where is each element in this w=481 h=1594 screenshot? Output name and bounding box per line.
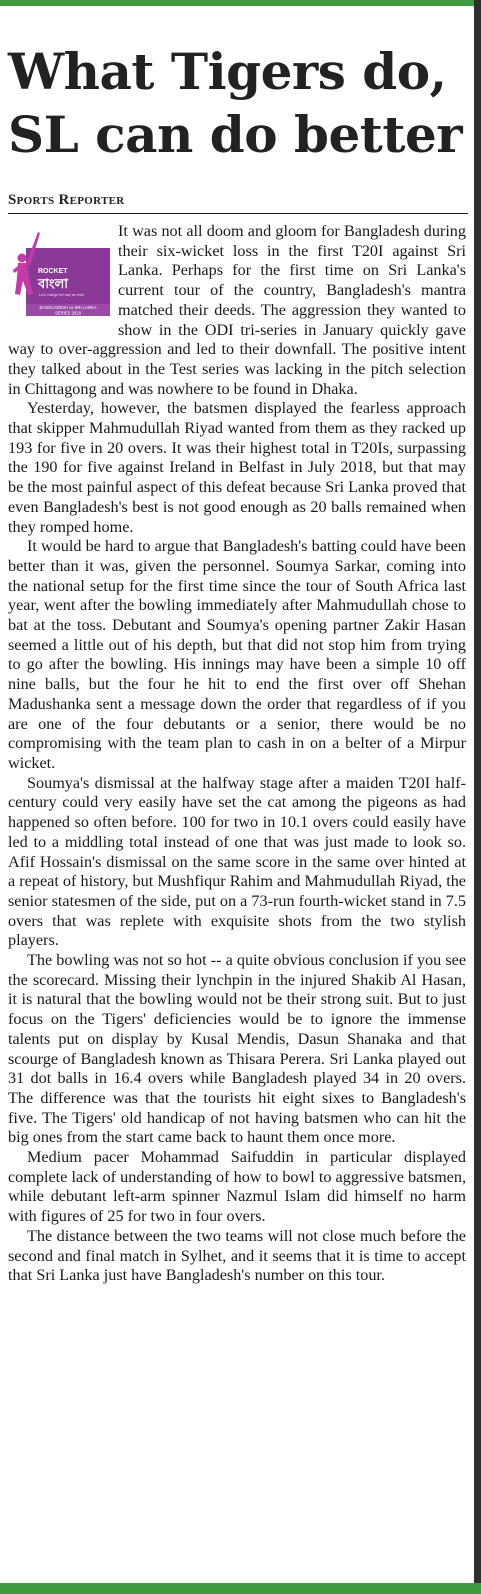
top-green-rule	[0, 0, 481, 6]
paragraph: The distance between the two teams will not close much before the second and final match in Sylhet, and it seems that it is time to accept that Sri Lanka just have Bangladesh's number on this tour.	[8, 1226, 466, 1285]
paragraph: Medium pacer Mohammad Saifuddin in particular displayed complete lack of understanding of how to bowl to aggressive batsmen, while debutant left-arm spinner Nazmul Islam did himself no harm with figures of 25 for two in four overs.	[8, 1148, 466, 1226]
byline: Sports Reporter	[8, 192, 468, 214]
headline: What Tigers do, SL can do better	[8, 42, 463, 164]
series-logo	[8, 226, 110, 316]
logo-tagline: Let's change the way we think	[39, 293, 85, 297]
paragraph: It was not all doom and gloom for Bangladesh during their six-wicket loss in the first T20I against Sri Lanka. Perhaps for the first time on Sri Lanka's current tour of the country, Bangladesh's mantra matched their deeds. The aggression they wanted to show in the ODI tri-series in January quickly gave way to over-aggression and led to their downfall. The positive intent they talked about in the Test series was lacking in the pitch selection in Chittagong and was nowhere to be found in Dhaka.	[8, 222, 466, 398]
paragraph: Yesterday, however, the batsmen displayed the fearless approach that skipper Mahmudullah Riyad wanted from them as they racked up 193 for five in 20 overs. It was their highest total in T20Is, surpassing the 190 for five against Ireland in Belfast in July 2018, but that may be the most painful aspect of this defeat because Sri Lanka proved that even Bangladesh's best is not good enough as 20 balls remained when they romped home.	[8, 399, 466, 536]
logo-bangla: বাংলা	[38, 277, 69, 292]
right-page-edge	[474, 0, 481, 1594]
paragraph: The bowling was not so hot -- a quite obvious conclusion if you see the scorecard. Missing their lynchpin in the injured Shakib Al Hasan, it is natural that the bowling would not be their strong suit. But to just focus on the Tigers' deficiencies would be to ignore the immense talents put on display by Kusal Mendis, Dasun Shanaka and that scourge of Bangladesh known as Thisara Perera. Sri Lanka played out 31 dot balls in 16.4 overs while Bangladesh played 34 in 20 overs. The difference was that the tourists hit eight sixes to Bangladesh's five. The Tigers' old handicap of not having batsmen who can hit the big ones from the start came back to haunt them once more.	[8, 951, 466, 1147]
article-body	[8, 222, 466, 1286]
bottom-green-rule	[0, 1583, 481, 1594]
logo-brand: ROCKET	[38, 268, 68, 275]
logo-series-line2: SERIES 2018	[55, 310, 81, 316]
logo-series-line1: BANGLADESH vs SRI LANKA	[39, 305, 97, 310]
paragraph: It would be hard to argue that Bangladesh's batting could have been better than it was, given the personnel. Soumya Sarkar, coming into the national setup for the first time since the tour of South Africa last year, went after the bowling immediately after Mahmudullah chose to bat at the toss. Debutant and Soumya's opening partner Zakir Hasan seemed a little out of his depth, but that did not stop him from trying to go after the bowling. His innings may have been a simple 10 off nine balls, but the four he hit to end the first over off Shehan Madushanka sent a message down the order that regardless of if you are one of the four debutants or a senior, there would be no compromising with the team plan to cash in on a belter of a Mirpur wicket.	[8, 537, 466, 772]
paragraph: Soumya's dismissal at the halfway stage after a maiden T20I half-century could very easily have set the cat among the pigeons as had happened so often before. 100 for two in 10.1 overs could easily have led to a middling total instead of one that was just made to look so. Afif Hossain's dismissal on the same score in the same over hinted at a repeat of history, but Mushfiqur Rahim and Mahmudullah Riyad, the senior statesmen of the side, put on a 73-run fourth-wicket stand in 7.5 overs that was replete with exquisite shots from the two stylish players.	[8, 773, 466, 950]
